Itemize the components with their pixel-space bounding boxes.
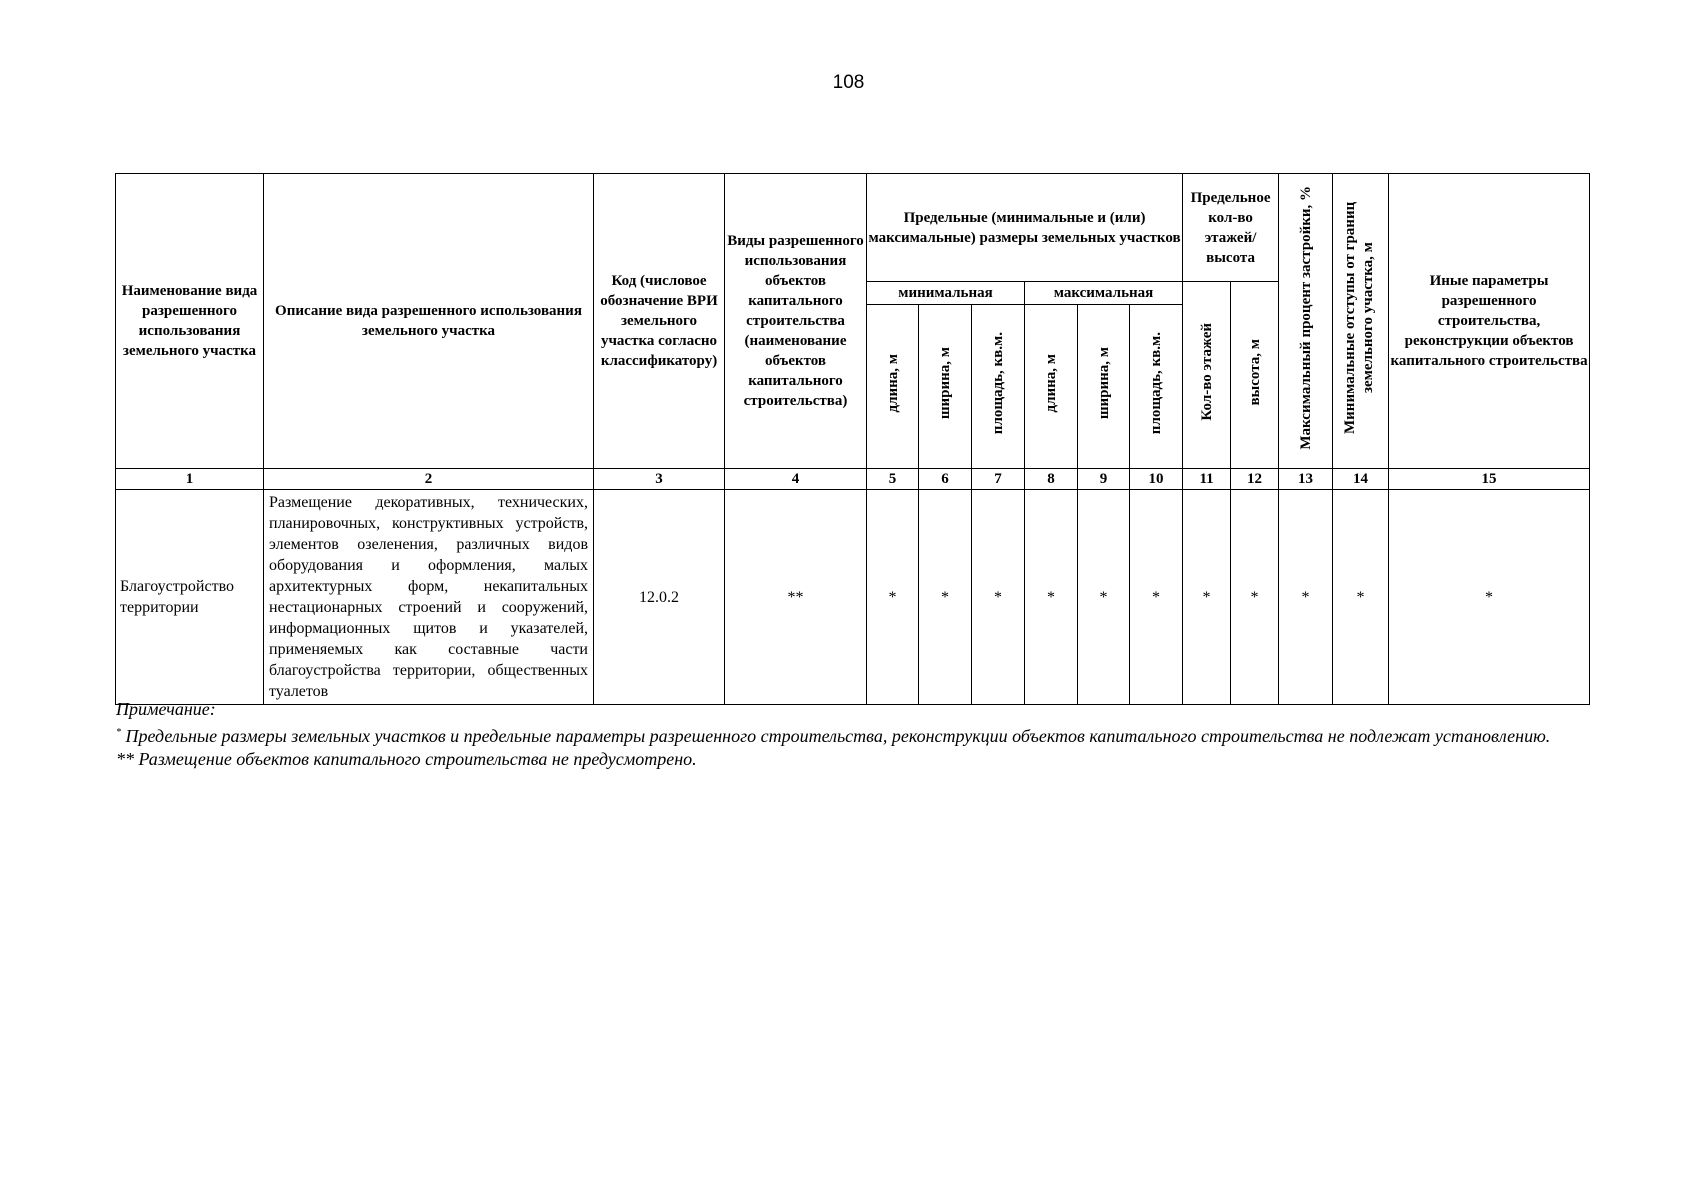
column-number: 6 — [919, 469, 972, 490]
row-description: Размещение декоративных, технических, планировочных, конструктивных устройств, элементов озеленения, различных видов оборудования и оформления, малых архитектурных форм, некапитальных нестационарных строений и сооружений, информационных щитов и указателей, применяемых как составные части благоустройства территории, общественных туалетов — [264, 490, 594, 705]
header-minimal: минимальная — [867, 282, 1025, 305]
column-number: 10 — [1130, 469, 1183, 490]
column-number: 12 — [1231, 469, 1279, 490]
notes-section — [116, 698, 1596, 771]
note-1 — [116, 721, 1596, 748]
row-param-cell: * — [1333, 490, 1389, 705]
row-param-cell: * — [867, 490, 919, 705]
header-description: Описание вида разрешенного использования земельного участка — [264, 174, 594, 469]
header-plot-size-limits: Предельные (минимальные и (или) максимальные) размеры земельных участков — [867, 174, 1183, 282]
header-max-build-percent: Максимальный процент застройки, % — [1279, 174, 1333, 469]
row-construction-kinds: ** — [725, 490, 867, 705]
row-param-cell: * — [1130, 490, 1183, 705]
header-min-area: площадь, кв.м. — [972, 305, 1025, 469]
header-floors: Кол-во этажей — [1183, 282, 1231, 469]
page-number: 108 — [832, 72, 865, 93]
note-1-text: Предельные размеры земельных участков и предельные параметры разрешенного строительства, реконструкции объектов капитального строительства не подлежат установлению. — [125, 726, 1551, 746]
header-construction-kinds: Виды разрешенного использования объектов капитального строительства (наименование объектов капитального строительства) — [725, 174, 867, 469]
header-height: высота, м — [1231, 282, 1279, 469]
header-min-length: длина, м — [867, 305, 919, 469]
header-other-params: Иные параметры разрешенного строительства, реконструкции объектов капитального строительства — [1389, 174, 1590, 469]
column-number: 7 — [972, 469, 1025, 490]
column-number: 11 — [1183, 469, 1231, 490]
land-use-table — [115, 173, 1590, 705]
row-use-name: Благоустройство территории — [116, 490, 264, 705]
header-maximal: максимальная — [1025, 282, 1183, 305]
table-row — [116, 490, 1590, 705]
row-param-cell: * — [1183, 490, 1231, 705]
column-number: 8 — [1025, 469, 1078, 490]
row-param-cell: * — [1078, 490, 1130, 705]
header-min-width: ширина, м — [919, 305, 972, 469]
row-param-cell: * — [972, 490, 1025, 705]
row-param-cell: * — [919, 490, 972, 705]
column-number: 9 — [1078, 469, 1130, 490]
column-number: 4 — [725, 469, 867, 490]
column-number: 15 — [1389, 469, 1590, 490]
column-number: 1 — [116, 469, 264, 490]
row-param-cell: * — [1389, 490, 1590, 705]
notes-title: Примечание: — [116, 699, 216, 719]
header-code: Код (числовое обозначение ВРИ земельного участка согласно классификатору) — [594, 174, 725, 469]
header-max-area: площадь, кв.м. — [1130, 305, 1183, 469]
note-1-marker: * — [116, 727, 121, 738]
column-number: 13 — [1279, 469, 1333, 490]
row-param-cell: * — [1025, 490, 1078, 705]
header-max-length: длина, м — [1025, 305, 1078, 469]
header-max-width: ширина, м — [1078, 305, 1130, 469]
column-number: 5 — [867, 469, 919, 490]
row-param-cell: * — [1231, 490, 1279, 705]
header-min-setbacks: Минимальные отступы от границ земельного участка, м — [1333, 174, 1389, 469]
row-code: 12.0.2 — [594, 490, 725, 705]
column-number: 2 — [264, 469, 594, 490]
note-2: ** Размещение объектов капитального строительства не предусмотрено. — [116, 749, 697, 769]
header-use-name: Наименование вида разрешенного использования земельного участка — [116, 174, 264, 469]
header-floor-limits: Предельное кол-во этажей/ высота — [1183, 174, 1279, 282]
row-param-cell: * — [1279, 490, 1333, 705]
column-number: 14 — [1333, 469, 1389, 490]
column-number: 3 — [594, 469, 725, 490]
